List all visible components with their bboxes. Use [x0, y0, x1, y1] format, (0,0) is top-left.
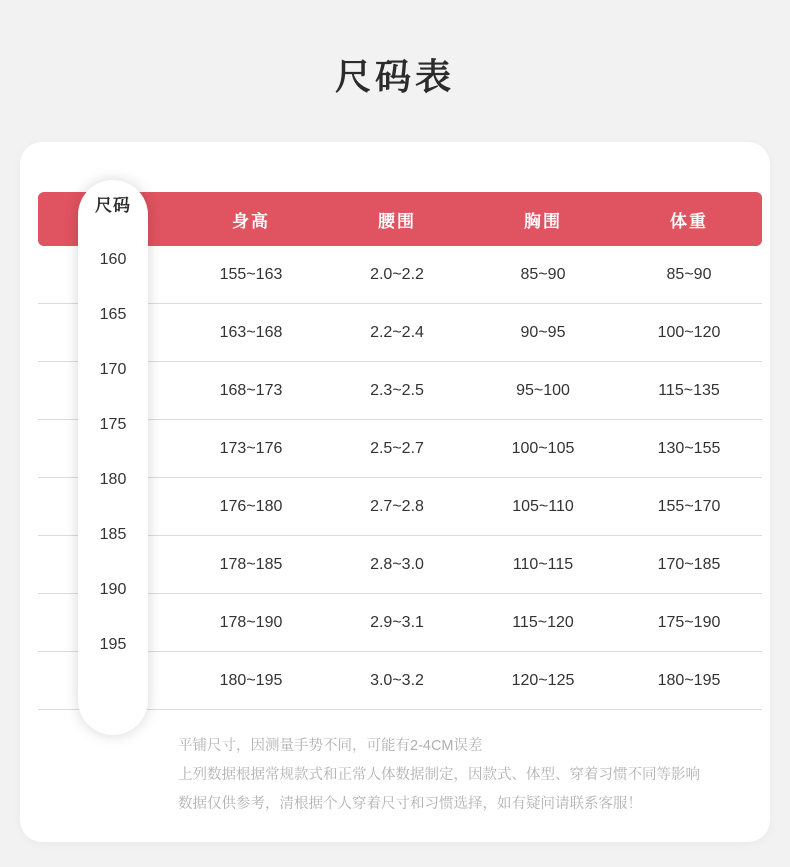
cell-height: 155~163 — [178, 246, 324, 304]
cell-height: 180~195 — [178, 652, 324, 710]
cell-waist: 2.2~2.4 — [324, 304, 470, 362]
size-pill-header: 尺码 — [95, 196, 131, 215]
size-pill-value: 195 — [99, 636, 127, 653]
cell-height: 178~185 — [178, 536, 324, 594]
cell-waist: 2.9~3.1 — [324, 594, 470, 652]
size-column-highlight — [78, 180, 148, 735]
cell-height: 173~176 — [178, 420, 324, 478]
size-pill-value: 180 — [99, 471, 127, 488]
cell-chest: 85~90 — [470, 246, 616, 304]
size-pill-value: 160 — [99, 251, 127, 268]
cell-weight: 180~195 — [616, 652, 762, 710]
cell-weight: 130~155 — [616, 420, 762, 478]
cell-height: 168~173 — [178, 362, 324, 420]
cell-waist: 2.7~2.8 — [324, 478, 470, 536]
cell-height: 176~180 — [178, 478, 324, 536]
size-chart-card — [20, 142, 770, 842]
cell-height: 163~168 — [178, 304, 324, 362]
column-header-height: 身高 — [178, 192, 324, 246]
column-header-weight: 体重 — [616, 192, 762, 246]
cell-waist: 2.8~3.0 — [324, 536, 470, 594]
column-header-waist: 腰围 — [324, 192, 470, 246]
cell-weight: 85~90 — [616, 246, 762, 304]
column-header-chest: 胸围 — [470, 192, 616, 246]
cell-chest: 120~125 — [470, 652, 616, 710]
cell-waist: 2.5~2.7 — [324, 420, 470, 478]
cell-waist: 2.3~2.5 — [324, 362, 470, 420]
size-pill-value: 190 — [99, 581, 127, 598]
cell-weight: 115~135 — [616, 362, 762, 420]
cell-weight: 100~120 — [616, 304, 762, 362]
cell-waist: 3.0~3.2 — [324, 652, 470, 710]
note-line-2: 上列数据根据常规款式和正常人体数据制定，因款式、体型、穿着习惯不同等影响 — [178, 767, 700, 783]
size-pill-value: 175 — [99, 416, 127, 433]
cell-weight: 155~170 — [616, 478, 762, 536]
note-line-1: 平铺尺寸，因测量手势不同，可能有2-4CM误差 — [178, 738, 483, 754]
cell-height: 178~190 — [178, 594, 324, 652]
cell-chest: 100~105 — [470, 420, 616, 478]
page-title: 尺码表 — [334, 56, 455, 97]
cell-chest: 105~110 — [470, 478, 616, 536]
cell-waist: 2.0~2.2 — [324, 246, 470, 304]
size-pill-value: 185 — [99, 526, 127, 543]
size-pill-value: 170 — [99, 361, 127, 378]
cell-chest: 95~100 — [470, 362, 616, 420]
size-chart-notes — [178, 732, 768, 819]
cell-chest: 110~115 — [470, 536, 616, 594]
cell-weight: 175~190 — [616, 594, 762, 652]
cell-chest: 115~120 — [470, 594, 616, 652]
note-line-3: 数据仅供参考，清根据个人穿着尺寸和习惯选择，如有疑问请联系客服！ — [178, 796, 642, 812]
cell-chest: 90~95 — [470, 304, 616, 362]
size-pill-value: 165 — [99, 306, 127, 323]
cell-weight: 170~185 — [616, 536, 762, 594]
